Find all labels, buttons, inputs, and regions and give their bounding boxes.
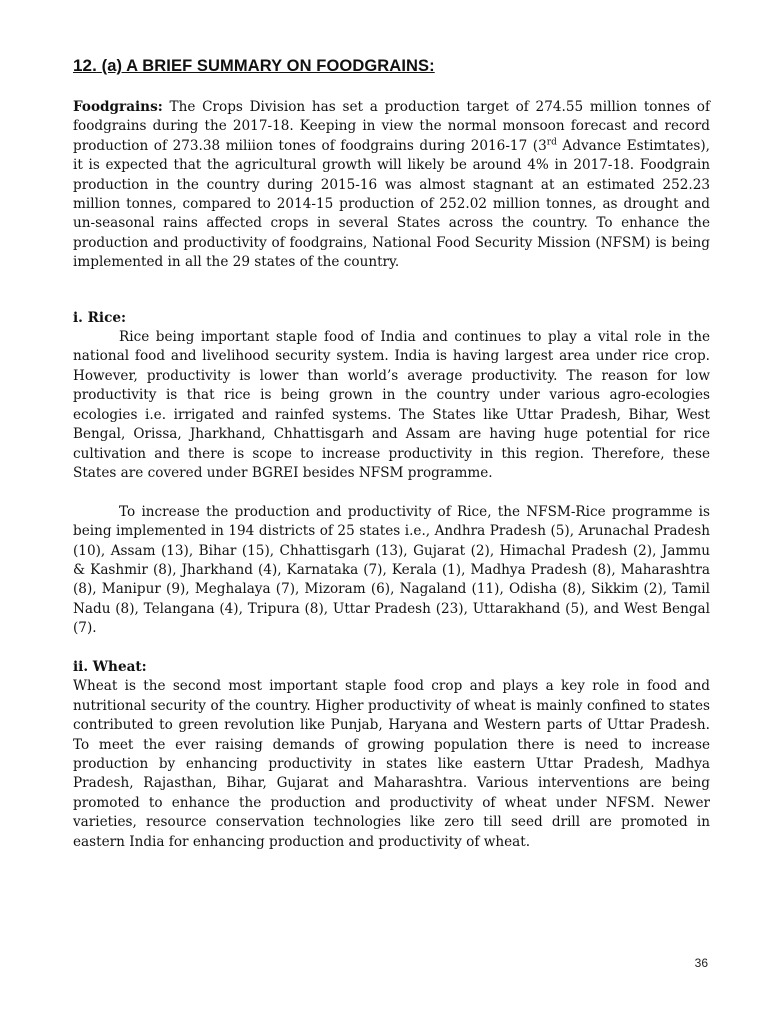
foodgrains-text-part2: Advance Estimtates), it is expected that the agricultural growth will likely be around 4% in 2017-18. Foodgrain production in the country during 2015-16 was almost stagnant at an estimated 252.23 million tonnes, compared to 2014-15 production of 252.02 million tonnes, as drought and un-seasonal rains affected crops in several States across the country. To enhance the production and productivity of foodgrains, National Food Security Mission (NFSM) is being implemented in all the 29 states of the country. (73, 137, 710, 271)
rice-heading: i. Rice: (73, 309, 127, 326)
page-number: 36 (694, 956, 708, 970)
paragraph-spacer (73, 639, 710, 658)
wheat-paragraph: Wheat is the second most important staple food crop and plays a key role in food and nutritional security of the country. Higher productivity of wheat is mainly confined to states contributed to green revolution like Punjab, Haryana and Western parts of Uttar Pradesh. To meet the ever raising demands of growing population there is need to increase production by enhancing productivity in states like eastern Uttar Pradesh, Madhya Pradesh, Rajasthan, Bihar, Gujarat and Maharashtra. Various interventions are being promoted to enhance the production and productivity of wheat under NFSM. Newer varieties, resource conservation technologies like zero till seed drill are promoted in eastern India for enhancing production and productivity of wheat. (73, 678, 710, 850)
section-heading (73, 56, 710, 76)
section-number: 12. (73, 56, 97, 75)
rice-paragraph-2: To increase the production and productivity of Rice, the NFSM-Rice programme is being implemented in 194 districts of 25 states i.e., Andhra Pradesh (5), Arunachal Pradesh (10), Assam (13), Bihar (15), Chhattisgarh (13), Gujarat (2), Himachal Pradesh (2), Jammu & Kashmir (8), Jharkhand (4), Karnataka (7), Kerala (1), Madhya Pradesh (8), Maharashtra (8), Manipur (9), Meghalaya (7), Mizoram (6), Nagaland (11), Odisha (8), Sikkim (2), Tamil Nadu (8), Telangana (4), Tripura (8), Uttar Pradesh (23), Uttarakhand (5), and West Bengal (7). (73, 503, 710, 637)
section-title: (a) A BRIEF SUMMARY ON FOODGRAINS: (101, 57, 435, 75)
rice-paragraph-1: Rice being important staple food of India and continues to play a vital role in the national food and livelihood security system. India is having largest area under rice crop. However, productivity is lower than world’s average productivity. The reason for low productivity is that rice is being grown in the country under various agro-ecologies ecologies i.e. irrigated and rainfed systems. The States like Uttar Pradesh, Bihar, West Bengal, Orissa, Jharkhand, Chhattisgarh and Assam are having huge potential for rice cultivation and there is scope to increase productivity in this region. Therefore, these States are covered under BGREI besides NFSM programme. (73, 329, 710, 481)
foodgrains-superscript: rd (546, 137, 557, 148)
foodgrains-paragraph (73, 98, 710, 273)
paragraph-spacer (73, 483, 710, 502)
wheat-heading: ii. Wheat: (73, 658, 147, 675)
document-page (73, 56, 710, 852)
foodgrains-label: Foodgrains: (73, 99, 163, 115)
foodgrains-text-part1: The Crops Division has set a production target of 274.55 million tonnes of foodgrains during the 2017-18. Keeping in view the normal monsoon forecast and record production of 273.38 miliion tones of foodgrains during 2016-17 (3 (73, 99, 710, 154)
